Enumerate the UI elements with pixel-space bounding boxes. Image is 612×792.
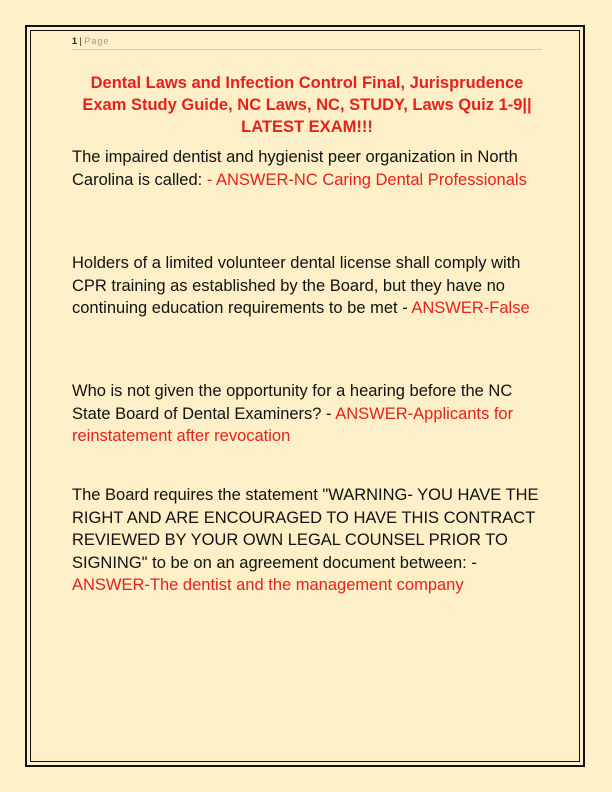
- question-text: Who is not given the opportunity for a hearing before the NC State Board of Dental Examiners? -: [72, 382, 513, 423]
- qa-item-3: [72, 380, 542, 448]
- answer-text: ANSWER-The dentist and the management company: [72, 576, 464, 594]
- question-text: The impaired dentist and hygienist peer organization in North Carolina is called:: [72, 148, 518, 189]
- qa-item-4: [72, 484, 542, 597]
- answer-text: - ANSWER-NC Caring Dental Professionals: [206, 170, 527, 189]
- answer-text: ANSWER-Applicants for reinstatement after revocation: [72, 404, 514, 445]
- question-text: The Board requires the statement "WARNING- YOU HAVE THE RIGHT AND ARE ENCOURAGED TO HAVE THIS CONTRACT REVIEWED BY YOUR OWN LEGAL COUNSEL PRIOR TO SIGNING" to be on an agreement document between: -: [72, 486, 539, 572]
- qa-item-2: [72, 252, 542, 320]
- question-text: Holders of a limited volunteer dental license shall comply with CPR training as established by the Board, but they have no continuing education requirements to be met -: [72, 254, 521, 317]
- page-separator: |: [79, 36, 82, 46]
- qa-item-1: [72, 146, 542, 191]
- document-title: Dental Laws and Infection Control Final, Jurisprudence Exam Study Guide, NC Laws, NC, STUDY, Laws Quiz 1-9|| LATEST EXAM!!!: [82, 74, 532, 136]
- answer-text: ANSWER-False: [411, 299, 530, 317]
- page-number: 1: [72, 36, 78, 46]
- page-header: [72, 36, 542, 50]
- page-label: Page: [84, 36, 110, 46]
